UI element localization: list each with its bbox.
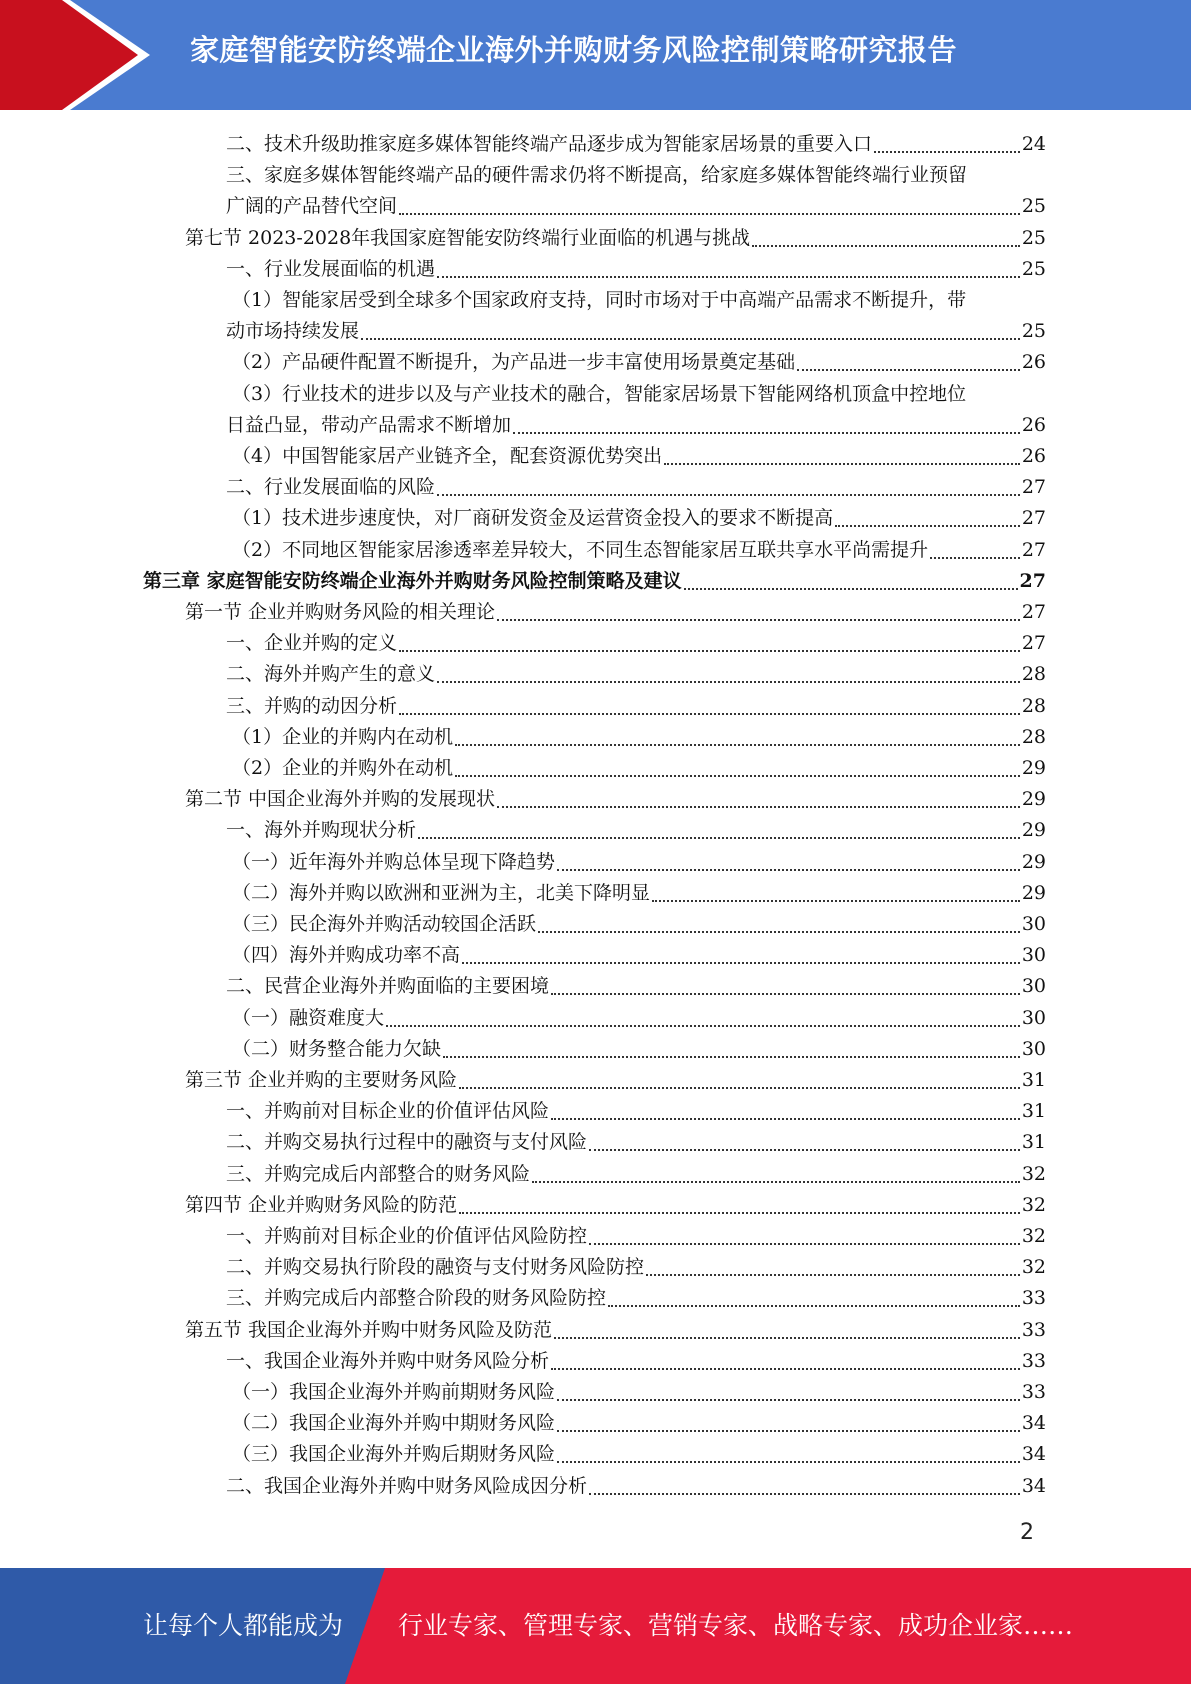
toc-entry-text: 一、并购前对目标企业的价值评估风险 [226,1100,550,1123]
toc-page-number: 28 [1021,725,1046,748]
toc-leader-dots [684,566,1018,597]
toc-entry-text: 第三章 家庭智能安防终端企业海外并购财务风险控制策略及建议 [143,569,682,592]
toc-leader-dots [551,1096,1020,1127]
toc-page-number: 32 [1021,1256,1046,1279]
toc-page-number: 25 [1021,226,1046,249]
toc-entry-text: （4）中国智能家居产业链齐全，配套资源优势突出 [232,445,663,467]
page-number: 2 [1020,1520,1034,1545]
toc-entry[interactable] [185,1315,1046,1346]
toc-page-number: 33 [1021,1287,1046,1310]
toc-entry[interactable] [232,1034,1046,1065]
toc-entry[interactable] [232,347,1046,378]
toc-page-number: 30 [1021,913,1046,935]
toc-leader-dots [399,691,1020,722]
toc-entry-text: （二）海外并购以欧洲和亚洲为主，北美下降明显 [232,881,651,904]
toc-entry[interactable] [226,815,1046,846]
toc-entry[interactable] [185,597,1046,628]
toc-entry-text: 三、家庭多媒体智能终端产品的硬件需求仍将不断提高，给家庭多媒体智能终端行业预留 [226,164,968,187]
toc-leader-dots [399,191,1020,222]
toc-page-number: 27 [1019,569,1046,592]
toc-page-number: 29 [1021,850,1046,873]
toc-entry[interactable] [226,971,1046,1002]
toc-entry[interactable] [232,535,1046,566]
toc-leader-dots [589,1471,1020,1502]
toc-leader-dots [554,1315,1020,1346]
toc-entry-text-cont: 动市场持续发展 [226,320,360,342]
header-red-arrow [0,0,150,110]
toc-entry[interactable] [226,628,1046,659]
toc-entry[interactable] [226,1346,1046,1377]
toc-entry[interactable] [226,472,1046,503]
toc-leader-dots [462,940,1020,971]
toc-page-number: 27 [1021,507,1046,530]
toc-entry-text: （2）产品硬件配置不断提升，为产品进一步丰富使用场景奠定基础 [232,351,796,374]
toc-entry-text: （3）行业技术的进步以及与产业技术的融合，智能家居场景下智能网络机顶盒中控地位 [232,382,967,405]
toc-page-number: 33 [1021,1381,1046,1403]
toc-entry-text: （1）智能家居受到全球多个国家政府支持，同时市场对于中高端产品需求不断提升，带 [232,289,967,311]
toc-page-number: 27 [1021,601,1046,623]
toc-page-number: 27 [1021,538,1046,561]
toc-leader-dots [497,784,1020,815]
toc-entry[interactable] [185,1190,1046,1221]
toc-entry[interactable] [185,223,1046,254]
toc-entry-text: 二、我国企业海外并购中财务风险成因分析 [226,1474,588,1497]
toc-entry-text: （一）融资难度大 [232,1006,385,1029]
toc-entry[interactable] [143,566,1046,597]
toc-entry-text: 二、民营企业海外并购面临的主要困境 [226,975,550,998]
toc-page-number: 32 [1021,1162,1046,1185]
toc-entry-text: 三、并购完成后内部整合的财务风险 [226,1162,531,1185]
toc-page-number: 26 [1021,445,1046,467]
toc-entry-text: 一、行业发展面临的机遇 [226,257,436,280]
toc-entry[interactable] [226,1252,1046,1283]
toc-page-number: 29 [1021,788,1046,811]
toc-entry-text: 第三节 企业并购的主要财务风险 [185,1069,458,1091]
toc-leader-dots [455,753,1020,784]
toc-page-number: 29 [1021,881,1046,904]
toc-entry[interactable] [226,1127,1046,1158]
toc-entry-text: （2）企业的并购外在动机 [232,757,454,779]
toc-leader-dots [874,129,1020,160]
toc-entry[interactable] [226,1471,1046,1502]
toc-entry-text: （三）我国企业海外并购后期财务风险 [232,1443,556,1466]
toc-entry[interactable] [232,1408,1046,1439]
toc-entry[interactable] [226,691,1046,722]
toc-leader-dots [752,223,1020,254]
toc-leader-dots [551,971,1020,1002]
toc-leader-dots [399,628,1020,659]
toc-page-number: 33 [1021,1318,1046,1341]
toc-page-number: 27 [1021,476,1046,499]
toc-leader-dots [557,847,1020,878]
toc-entry-text: （二）我国企业海外并购中期财务风险 [232,1412,556,1435]
toc-page-number: 29 [1021,757,1046,779]
toc-leader-dots [652,878,1020,909]
toc-page-number: 34 [1021,1474,1046,1497]
toc-entry[interactable] [226,1096,1046,1127]
toc-page-number: 25 [1021,320,1046,342]
toc-page-number: 31 [1021,1069,1046,1091]
toc-leader-dots [835,503,1020,534]
toc-leader-dots [361,316,1020,347]
toc-entry[interactable] [232,1003,1046,1034]
toc-entry-text: （1）技术进步速度快，对厂商研发资金及运营资金投入的要求不断提高 [232,507,834,530]
toc-entry[interactable] [185,784,1046,815]
toc-entry[interactable] [232,940,1046,971]
toc-entry[interactable] [226,129,1046,160]
toc-leader-dots [557,1439,1020,1470]
toc-leader-dots [557,1408,1020,1439]
toc-page-number: 27 [1021,632,1046,655]
toc-page-number: 34 [1021,1412,1046,1435]
toc-leader-dots [455,722,1020,753]
toc-leader-dots [443,1034,1020,1065]
toc-page-number: 25 [1021,195,1046,218]
toc-entry[interactable] [232,1377,1046,1408]
toc-page-number: 30 [1021,1006,1046,1029]
toc-entry-text: 二、技术升级助推家庭多媒体智能终端产品逐步成为智能家居场景的重要入口 [226,133,873,155]
toc-page-number: 25 [1021,257,1046,280]
toc-entry-text: （一）我国企业海外并购前期财务风险 [232,1381,556,1403]
toc-entry-text: 二、并购交易执行阶段的融资与支付财务风险防控 [226,1256,645,1279]
toc-entry-text: （2）不同地区智能家居渗透率差异较大，不同生态智能家居互联共享水平尚需提升 [232,538,929,561]
toc-page-number: 31 [1021,1100,1046,1123]
toc-entry-text-cont: 广阔的产品替代空间 [226,195,398,218]
toc-entry[interactable] [232,847,1046,878]
toc-page-number: 30 [1021,1037,1046,1060]
toc-leader-dots [532,1159,1020,1190]
toc-entry[interactable] [232,503,1046,534]
footer-slogan-left: 让每个人都能成为 [143,1611,344,1640]
toc-entry-text: 三、并购的动因分析 [226,694,398,717]
toc-entry[interactable] [232,1439,1046,1470]
toc-leader-dots [437,472,1020,503]
toc-page-number: 29 [1021,819,1046,842]
toc-leader-dots [589,1221,1020,1252]
toc-entry-text: 三、并购完成后内部整合阶段的财务风险防控 [226,1287,607,1310]
toc-entry[interactable] [226,160,1046,222]
toc-entry-text: 一、我国企业海外并购中财务风险分析 [226,1349,550,1372]
toc-page-number: 32 [1021,1225,1046,1247]
footer-slogan-right: 行业专家、管理专家、营销专家、战略专家、成功企业家…… [398,1611,1074,1640]
toc-entry-text: 第一节 企业并购财务风险的相关理论 [185,601,496,623]
toc-page-number: 30 [1021,944,1046,967]
toc-leader-dots [497,597,1020,628]
toc-page-number: 31 [1021,1131,1046,1154]
toc-leader-dots [589,1127,1020,1158]
toc-entry-text: （1）企业的并购内在动机 [232,725,454,748]
page-header [0,0,1191,110]
toc-leader-dots [418,815,1020,846]
toc-leader-dots [664,441,1020,472]
toc-entry-text: （一）近年海外并购总体呈现下降趋势 [232,850,556,873]
report-title: 家庭智能安防终端企业海外并购财务风险控制策略研究报告 [190,33,958,67]
toc-entry[interactable] [226,379,1046,441]
toc-leader-dots [513,410,1020,441]
toc-entry-text: 二、行业发展面临的风险 [226,476,436,499]
toc-leader-dots [386,1003,1020,1034]
toc-entry[interactable] [232,722,1046,753]
toc-page-number: 26 [1021,413,1046,436]
toc-entry-text-cont: 日益凸显，带动产品需求不断增加 [226,413,512,436]
toc-leader-dots [557,1377,1020,1408]
page-footer [0,1568,1191,1684]
toc-leader-dots [608,1283,1020,1314]
toc-entry[interactable] [226,254,1046,285]
toc-entry[interactable] [232,441,1046,472]
toc-entry[interactable] [226,1159,1046,1190]
toc-entry[interactable] [226,659,1046,690]
toc-page-number: 33 [1021,1349,1046,1372]
toc-entry-text: 第二节 中国企业海外并购的发展现状 [185,788,496,811]
toc-leader-dots [437,254,1020,285]
toc-entry[interactable] [232,753,1046,784]
toc-entry-text: 第五节 我国企业海外并购中财务风险及防范 [185,1318,553,1341]
toc-leader-dots [930,535,1020,566]
toc-page-number: 28 [1021,663,1046,686]
toc-entry-text: （四）海外并购成功率不高 [232,944,461,967]
toc-entry-text: （二）财务整合能力欠缺 [232,1037,442,1060]
toc-entry[interactable] [226,1221,1046,1252]
toc-page-number: 34 [1021,1443,1046,1466]
toc-leader-dots [551,1346,1020,1377]
toc-entry-text: 一、并购前对目标企业的价值评估风险防控 [226,1225,588,1247]
toc-entry-text: 一、企业并购的定义 [226,632,398,655]
toc-entry-text: 第四节 企业并购财务风险的防范 [185,1193,458,1216]
toc-leader-dots [797,347,1020,378]
toc-leader-dots [538,909,1020,940]
toc-entry[interactable] [226,1283,1046,1314]
toc-leader-dots [437,659,1020,690]
toc-page-number: 26 [1021,351,1046,374]
toc-entry[interactable] [232,909,1046,940]
toc-entry[interactable] [185,1065,1046,1096]
toc-entry-text: 第七节 2023-2028年我国家庭智能安防终端行业面临的机遇与挑战 [185,226,751,249]
toc-page-number: 32 [1021,1193,1046,1216]
toc-leader-dots [459,1065,1020,1096]
toc-page-number: 24 [1021,133,1046,155]
toc-leader-dots [459,1190,1020,1221]
toc-page-number: 28 [1021,694,1046,717]
toc-entry[interactable] [226,285,1046,347]
toc-entry[interactable] [232,878,1046,909]
toc-entry-text: 二、并购交易执行过程中的融资与支付风险 [226,1131,588,1154]
toc-entry-text: （三）民企海外并购活动较国企活跃 [232,913,537,935]
toc-page-number: 30 [1021,975,1046,998]
toc-leader-dots [646,1252,1020,1283]
toc-entry-text: 二、海外并购产生的意义 [226,663,436,686]
toc-entry-text: 一、海外并购现状分析 [226,819,417,842]
